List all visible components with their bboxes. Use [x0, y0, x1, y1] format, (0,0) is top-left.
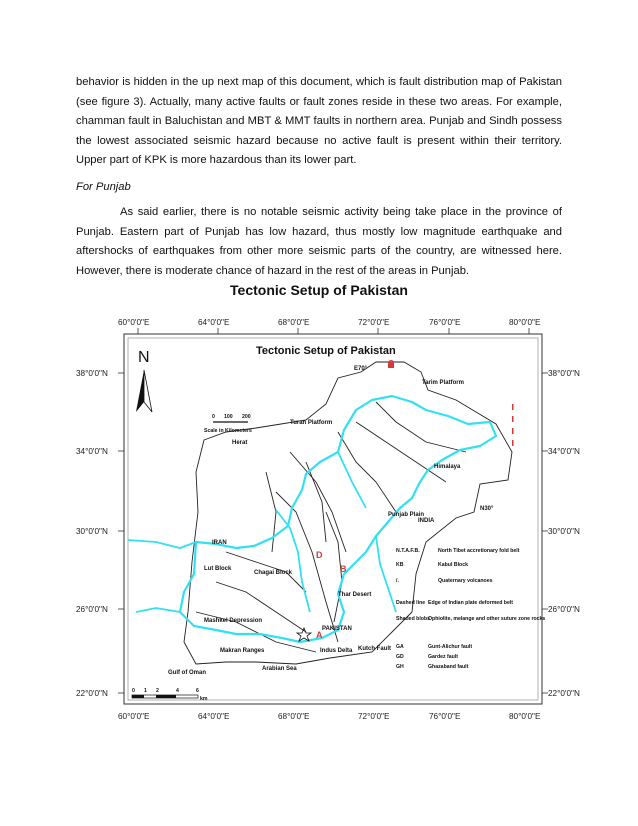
label-mashkel-depression: Mashkel Depression	[204, 618, 263, 624]
legend-desc-3: Quaternary volcanoes	[438, 578, 493, 584]
lon-tick-bottom-68: 68°0'0"E	[278, 712, 310, 721]
longitude-ticks-bottom	[118, 712, 541, 721]
latitude-ticks-left	[76, 369, 108, 698]
scale-bottom-unit: km	[200, 696, 208, 702]
longitude-ticks-top	[118, 318, 541, 327]
label-tarim-platform: Tarim Platform	[422, 380, 464, 386]
label-arabian-sea: Arabian Sea	[262, 666, 297, 672]
label-chagai-block: Chagai Block	[254, 570, 293, 576]
legend-key-5: Shaded blobs	[396, 616, 431, 622]
lat-tick-left-22: 22°0'0"N	[76, 689, 108, 698]
figure-caption: Tectonic Setup of Pakistan	[230, 282, 408, 298]
scale-bottom-4: 4	[176, 688, 179, 694]
legend-key-7: GD	[396, 654, 404, 660]
label-indus-delta: Indus Delta	[320, 648, 353, 654]
lat-tick-left-30: 30°0'0"N	[76, 527, 108, 536]
scale-bottom-6: 6	[196, 688, 199, 694]
lon-tick-bottom-64: 64°0'0"E	[198, 712, 230, 721]
body-paragraph-2: As said earlier, there is no notable seismic activity being take place in the province of Punjab. Eastern part of Punjab has low hazard, thus mostly low magnitude earthquake and aftershocks of earthquakes from other more seismic parts of the country, are witnessed here. However, there is moderate chance of hazard in the rest of the areas in Punjab.	[76, 206, 562, 277]
body-paragraph-1: behavior is hidden in the up next map of this document, which is fault distribution map of Pakistan (see figure 3). Actually, many active faults or fault zones reside in these two areas. For example, chamman fault in Baluchistan and MBT & MMT faults in northern area. Punjab and Sindh possess the lowest associated seismic hazard because no active fault is present within their territory. Upper part of KPK is more hazardous than its lower part.	[76, 76, 562, 167]
map-inner-title: Tectonic Setup of Pakistan	[256, 345, 396, 357]
lat-tick-right-22: 22°0'0"N	[548, 689, 580, 698]
scale-bottom-1: 1	[144, 688, 147, 694]
label-lut-block: Lut Block	[204, 566, 232, 572]
label-a: A	[316, 630, 323, 640]
legend-desc-5: Ophiolite, melange and other suture zone rocks	[428, 616, 546, 622]
label-pakistan: PAKISTAN	[322, 626, 352, 632]
label-himalaya: Himalaya	[434, 464, 461, 470]
legend-desc-2: Kabul Block	[438, 562, 468, 568]
tectonic-map-figure	[76, 312, 596, 722]
scale-inner-label: Scale in Kilometers	[204, 428, 252, 434]
lat-tick-left-38: 38°0'0"N	[76, 369, 108, 378]
legend-desc-6: Gunt-Alichur fault	[428, 644, 473, 650]
lon-tick-top-60: 60°0'0"E	[118, 318, 150, 327]
label-turan-platform: Turan Platform	[290, 420, 333, 426]
label-iran: IRAN	[212, 540, 227, 546]
label-gulf-of-oman: Gulf of Oman	[168, 670, 206, 676]
latitude-ticks-right	[548, 369, 580, 698]
scale-inner-100: 100	[224, 414, 233, 420]
lon-tick-top-76: 76°0'0"E	[429, 318, 461, 327]
label-punjab-plain: Punjab Plain	[388, 512, 425, 518]
lon-tick-top-72: 72°0'0"E	[358, 318, 390, 327]
lat-tick-left-34: 34°0'0"N	[76, 447, 108, 456]
legend-key-2: KB	[396, 562, 404, 568]
lon-tick-bottom-76: 76°0'0"E	[429, 712, 461, 721]
legend-desc-4: Edge of Indian plate deformed belt	[428, 600, 514, 606]
label-c: C	[388, 359, 394, 368]
label-makran-ranges: Makran Ranges	[220, 648, 265, 654]
scale-inner-200: 200	[242, 414, 251, 420]
legend-key-6: GA	[396, 644, 404, 650]
lat-tick-right-38: 38°0'0"N	[548, 369, 580, 378]
legend-key-8: GH	[396, 664, 404, 670]
legend-desc-7: Gardez fault	[428, 654, 458, 660]
lon-tick-top-80: 80°0'0"E	[509, 318, 541, 327]
legend-key-1: N.T.A.F.B.	[396, 548, 420, 554]
label-kutch-fault: Kutch Fault	[358, 646, 391, 652]
label-n30: N30°	[480, 506, 494, 512]
legend-key-4: Dashed line	[396, 600, 426, 606]
tectonic-map-svg	[76, 312, 596, 722]
legend-desc-8: Ghazaband fault	[428, 664, 469, 670]
legend-desc-1: North Tibet accretionary fold belt	[438, 548, 520, 554]
lat-tick-left-26: 26°0'0"N	[76, 605, 108, 614]
label-b: B	[340, 564, 347, 574]
lon-tick-bottom-80: 80°0'0"E	[509, 712, 541, 721]
scale-bottom-2: 2	[156, 688, 159, 694]
scale-inner-0: 0	[212, 414, 215, 420]
lat-tick-right-30: 30°0'0"N	[548, 527, 580, 536]
north-label: N	[138, 349, 150, 366]
label-thar-desert: Thar Desert	[338, 592, 372, 598]
subheading-punjab: For Punjab	[76, 181, 131, 193]
lon-tick-bottom-60: 60°0'0"E	[118, 712, 150, 721]
label-india: INDIA	[418, 518, 435, 524]
lon-tick-bottom-72: 72°0'0"E	[358, 712, 390, 721]
legend-key-3: /.	[396, 578, 399, 584]
label-herat: Herat	[232, 440, 248, 446]
scale-bottom-0: 0	[132, 688, 135, 694]
lon-tick-top-68: 68°0'0"E	[278, 318, 310, 327]
lat-tick-right-34: 34°0'0"N	[548, 447, 580, 456]
lon-tick-top-64: 64°0'0"E	[198, 318, 230, 327]
label-d: D	[316, 550, 323, 560]
lat-tick-right-26: 26°0'0"N	[548, 605, 580, 614]
label-e70: E70°	[354, 366, 368, 372]
